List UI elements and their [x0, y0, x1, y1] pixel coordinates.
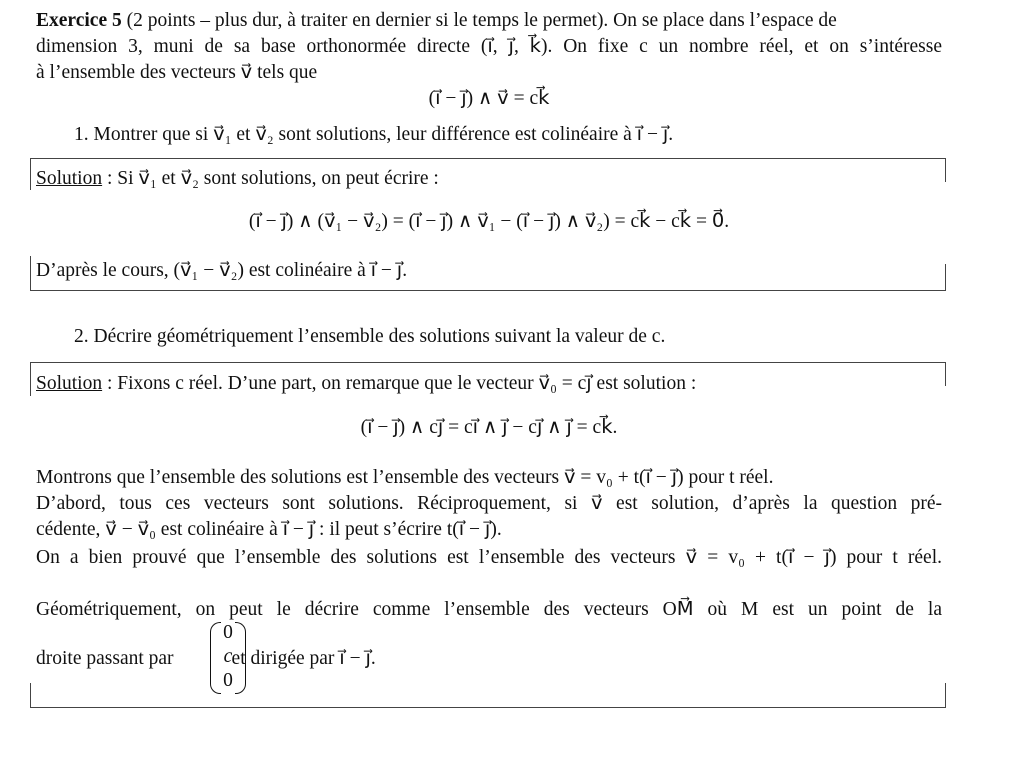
text: et dirigée par i⃗ − j⃗. — [231, 648, 376, 669]
solution-2-para2: D’abord, tous ces vecteurs sont solutions. Réciproquement, si v⃗ est solution, d’après la question pré- — [36, 493, 942, 514]
matrix-entry: c — [223, 646, 233, 667]
box-border — [945, 683, 946, 707]
exercise-equation: (i⃗ − j⃗) ∧ v⃗ = ck⃗ — [428, 88, 550, 109]
solution-box-1-bottom — [30, 290, 946, 291]
solution-2-para3: cédente, v⃗ − v⃗₀ est colinéaire à i⃗ − j⃗ : il peut s’écrire t(i⃗ − j⃗). — [36, 519, 502, 540]
solution-label: Solution — [36, 373, 103, 394]
box-border — [30, 683, 31, 707]
box-border — [945, 362, 946, 386]
solution-text: : Fixons c réel. D’une part, on remarque que le vecteur v⃗₀ = cj⃗ est solution : — [102, 373, 697, 394]
matrix-entry: 0 — [223, 622, 233, 643]
solution-2-para1: Montrons que l’ensemble des solutions est l’ensemble des vecteurs v⃗ = v₀ + t(i⃗ − j⃗) pour t réel. — [36, 467, 774, 488]
solution-text: : Si v⃗₁ et v⃗₂ sont solutions, on peut écrire : — [102, 168, 439, 189]
solution-1-equation: (i⃗ − j⃗) ∧ (v⃗₁ − v⃗₂) = (i⃗ − j⃗) ∧ v⃗₁ − (i⃗ − j⃗) ∧ v⃗₂) = ck⃗ − ck⃗ = 0⃗. — [248, 211, 730, 232]
solution-2-para4: On a bien prouvé que l’ensemble des solutions est l’ensemble des vecteurs v⃗ = v₀ + t(i⃗ − j⃗) pour t réel. — [36, 547, 942, 568]
box-border — [30, 362, 31, 396]
question-1: 1. Montrer que si v⃗₁ et v⃗₂ sont solutions, leur différence est colinéaire à i⃗ − j⃗. — [74, 124, 674, 145]
box-border — [30, 256, 31, 290]
column-vector — [210, 622, 246, 694]
solution-1-line1 — [36, 167, 942, 191]
matrix-entry: 0 — [223, 670, 233, 691]
solution-box-2-bottom — [30, 707, 946, 708]
exercise-intro-line3: à l’ensemble des vecteurs v⃗ tels que — [36, 62, 318, 83]
box-border — [945, 264, 946, 290]
box-border — [30, 158, 31, 190]
solution-1-line2: D’après le cours, (v⃗₁ − v⃗₂) est colinéaire à i⃗ − j⃗. — [36, 260, 408, 281]
exercise-intro-line2: dimension 3, muni de sa base orthonormée directe (i⃗, j⃗, k⃗). On fixe c un nombre réel, et on s’intéresse — [36, 36, 942, 57]
question-2: 2. Décrire géométriquement l’ensemble des solutions suivant la valeur de c. — [74, 326, 666, 347]
box-border — [945, 158, 946, 182]
solution-box-1-top — [30, 158, 946, 159]
solution-2-para6 — [36, 647, 942, 671]
exercise-intro-line1 — [36, 9, 942, 33]
solution-2-equation: (i⃗ − j⃗) ∧ cj⃗ = ci⃗ ∧ j⃗ − cj⃗ ∧ j⃗ = ck⃗. — [360, 417, 618, 438]
solution-2-para5: Géométriquement, on peut le décrire comme l’ensemble des vecteurs OM⃗ où M est un point de la — [36, 599, 942, 620]
exercise-title: Exercice 5 — [36, 10, 122, 31]
intro-text: (2 points – plus dur, à traiter en dernier si le temps le permet). On se place dans l’espace de — [121, 10, 837, 31]
solution-2-line1 — [36, 372, 942, 396]
text: droite passant par — [36, 648, 174, 669]
solution-label: Solution — [36, 168, 103, 189]
solution-box-2-top — [30, 362, 946, 363]
